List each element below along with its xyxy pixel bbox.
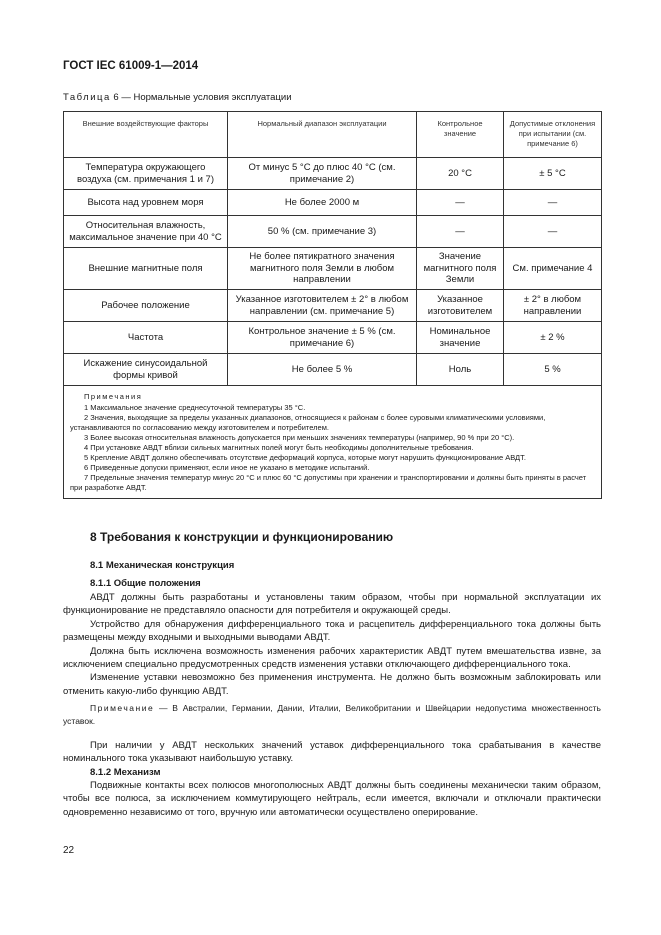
cell-reference: 20 °С (417, 158, 504, 190)
operating-conditions-table (63, 111, 602, 499)
page-number: 22 (63, 845, 75, 856)
cell-tolerance: ± 5 °С (504, 158, 602, 190)
table-caption-number: 6 (113, 92, 119, 103)
cell-reference: — (417, 216, 504, 248)
cell-range: Не более 5 % (228, 354, 417, 386)
column-header: Внешние воздействующие факторы (64, 112, 228, 158)
table-row (64, 248, 602, 290)
cell-tolerance: ± 2 % (504, 322, 602, 354)
paragraph: АВДТ должны быть разработаны и установлены таким образом, чтобы при нормальной эксплуатации их функционирование не представляло опасности для потребителя и окружающей среды. (63, 592, 601, 617)
cell-reference: Ноль (417, 354, 504, 386)
table-note: 6 Приведенные допуски применяют, если иное не указано в методике испытаний. (84, 463, 370, 472)
table-note: 3 Более высокая относительная влажность допускается при меньших значениях температуры (например, 90 % при 20 °С). (84, 433, 515, 442)
note-paragraph (63, 702, 601, 727)
column-header: Нормальный диапазон эксплуатации (228, 112, 417, 158)
table-header-row (64, 112, 602, 158)
notes-title: Примечания (84, 392, 143, 401)
table-caption (63, 92, 292, 103)
section-title: 8 Требования к конструкции и функционированию (90, 530, 394, 544)
table-caption-label: Таблица (63, 92, 111, 103)
table-note: 2 Значения, выходящие за пределы указанных диапазонов, относящиеся к районам с более суровыми климатическими условиями, устанавливаются по согласованию между изготовителем и потребителем. (70, 413, 546, 432)
cell-range: От минус 5 °С до плюс 40 °С (см. примечание 2) (228, 158, 417, 190)
cell-tolerance: — (504, 216, 602, 248)
cell-factor: Внешние магнитные поля (64, 248, 228, 290)
cell-reference: Значение магнитного поля Земли (417, 248, 504, 290)
cell-reference: Номинальное значение (417, 322, 504, 354)
cell-factor: Частота (64, 322, 228, 354)
paragraph: Подвижные контакты всех полюсов многополюсных АВДТ должны быть соединены механически таким образом, чтобы все полюса, за исключением коммутирующего нейтраль, если имеется, включали и отключали практически одновременно независимо от того, вручную или автоматически осуществлено оперирование. (63, 779, 601, 818)
table-row (64, 354, 602, 386)
cell-range: Не более 2000 м (228, 190, 417, 216)
cell-tolerance: См. примечание 4 (504, 248, 602, 290)
cell-range: 50 % (см. примечание 3) (228, 216, 417, 248)
column-header: Контрольное значение (417, 112, 504, 158)
table-row (64, 290, 602, 322)
cell-reference: — (417, 190, 504, 216)
cell-range: Контрольное значение ± 5 % (см. примечание 6) (228, 322, 417, 354)
table-notes (64, 386, 602, 499)
cell-tolerance: 5 % (504, 354, 602, 386)
cell-range: Указанное изготовителем ± 2° в любом направлении (см. примечание 5) (228, 290, 417, 322)
paragraph: Устройство для обнаружения дифференциального тока и расцепитель дифференциального тока должны быть размещены между входными и выходными выводами АВДТ. (63, 618, 601, 644)
table-row (64, 158, 602, 190)
cell-factor: Высота над уровнем моря (64, 190, 228, 216)
paragraph: При наличии у АВДТ нескольких значений уставок дифференциального тока срабатывания в качестве номинального тока указывают наибольшую уставку. (63, 740, 601, 765)
table-row (64, 190, 602, 216)
cell-reference: Указанное изготовителем (417, 290, 504, 322)
table-note: 5 Крепление АВДТ должно обеспечивать отсутствие деформаций корпуса, которые могут нарушить функционирование АВДТ. (84, 453, 526, 462)
section-8-body (63, 530, 601, 819)
cell-factor: Температура окружающего воздуха (см. примечания 1 и 7) (64, 158, 228, 190)
cell-factor: Искажение синусоидальной формы кривой (64, 354, 228, 386)
subsection-title: 8.1 Механическая конструкция (90, 560, 235, 571)
cell-factor: Относительная влажность, максимальное значение при 40 °С (64, 216, 228, 248)
cell-tolerance: ± 2° в любом направлении (504, 290, 602, 322)
table-row (64, 216, 602, 248)
document-header: ГОСТ IEC 61009-1—2014 (63, 60, 199, 72)
note-text: — В Австралии, Германии, Дании, Италии, Великобритании и Швейцарии недопустима множественность уставок. (63, 703, 601, 726)
subsection-title: 8.1.2 Механизм (90, 766, 161, 778)
paragraph: Должна быть исключена возможность изменения рабочих характеристик АВДТ путем вмешательства извне, за исключением специально предусмотренных средств изменения уставки отключающего дифференциального тока. (63, 645, 601, 671)
paragraph: Изменение уставки невозможно без применения инструмента. Не должно быть возможным заблокировать или отменить какую-либо функцию АВДТ. (63, 672, 601, 697)
table-notes-row (64, 386, 602, 499)
cell-range: Не более пятикратного значения магнитного поля Земли в любом направлении (228, 248, 417, 290)
column-header: Допустимые отклонения при испытании (см. примечание 6) (504, 112, 602, 158)
table-note: 1 Максимальное значение среднесуточной температуры 35 °С. (84, 403, 306, 412)
cell-factor: Рабочее положение (64, 290, 228, 322)
cell-tolerance: — (504, 190, 602, 216)
table-note: 7 Предельные значения температур минус 20 °С и плюс 60 °С допустимы при хранении и транспортировании и должны быть приняты в расчет при разработке АВДТ. (70, 473, 587, 492)
subsection-title: 8.1.1 Общие положения (90, 578, 201, 589)
table-caption-text: — Нормальные условия эксплуатации (121, 92, 292, 103)
note-label: Примечание (90, 703, 155, 714)
table-note: 4 При установке АВДТ вблизи сильных магнитных полей могут быть необходимы дополнительные требования. (84, 443, 474, 452)
table-row (64, 322, 602, 354)
